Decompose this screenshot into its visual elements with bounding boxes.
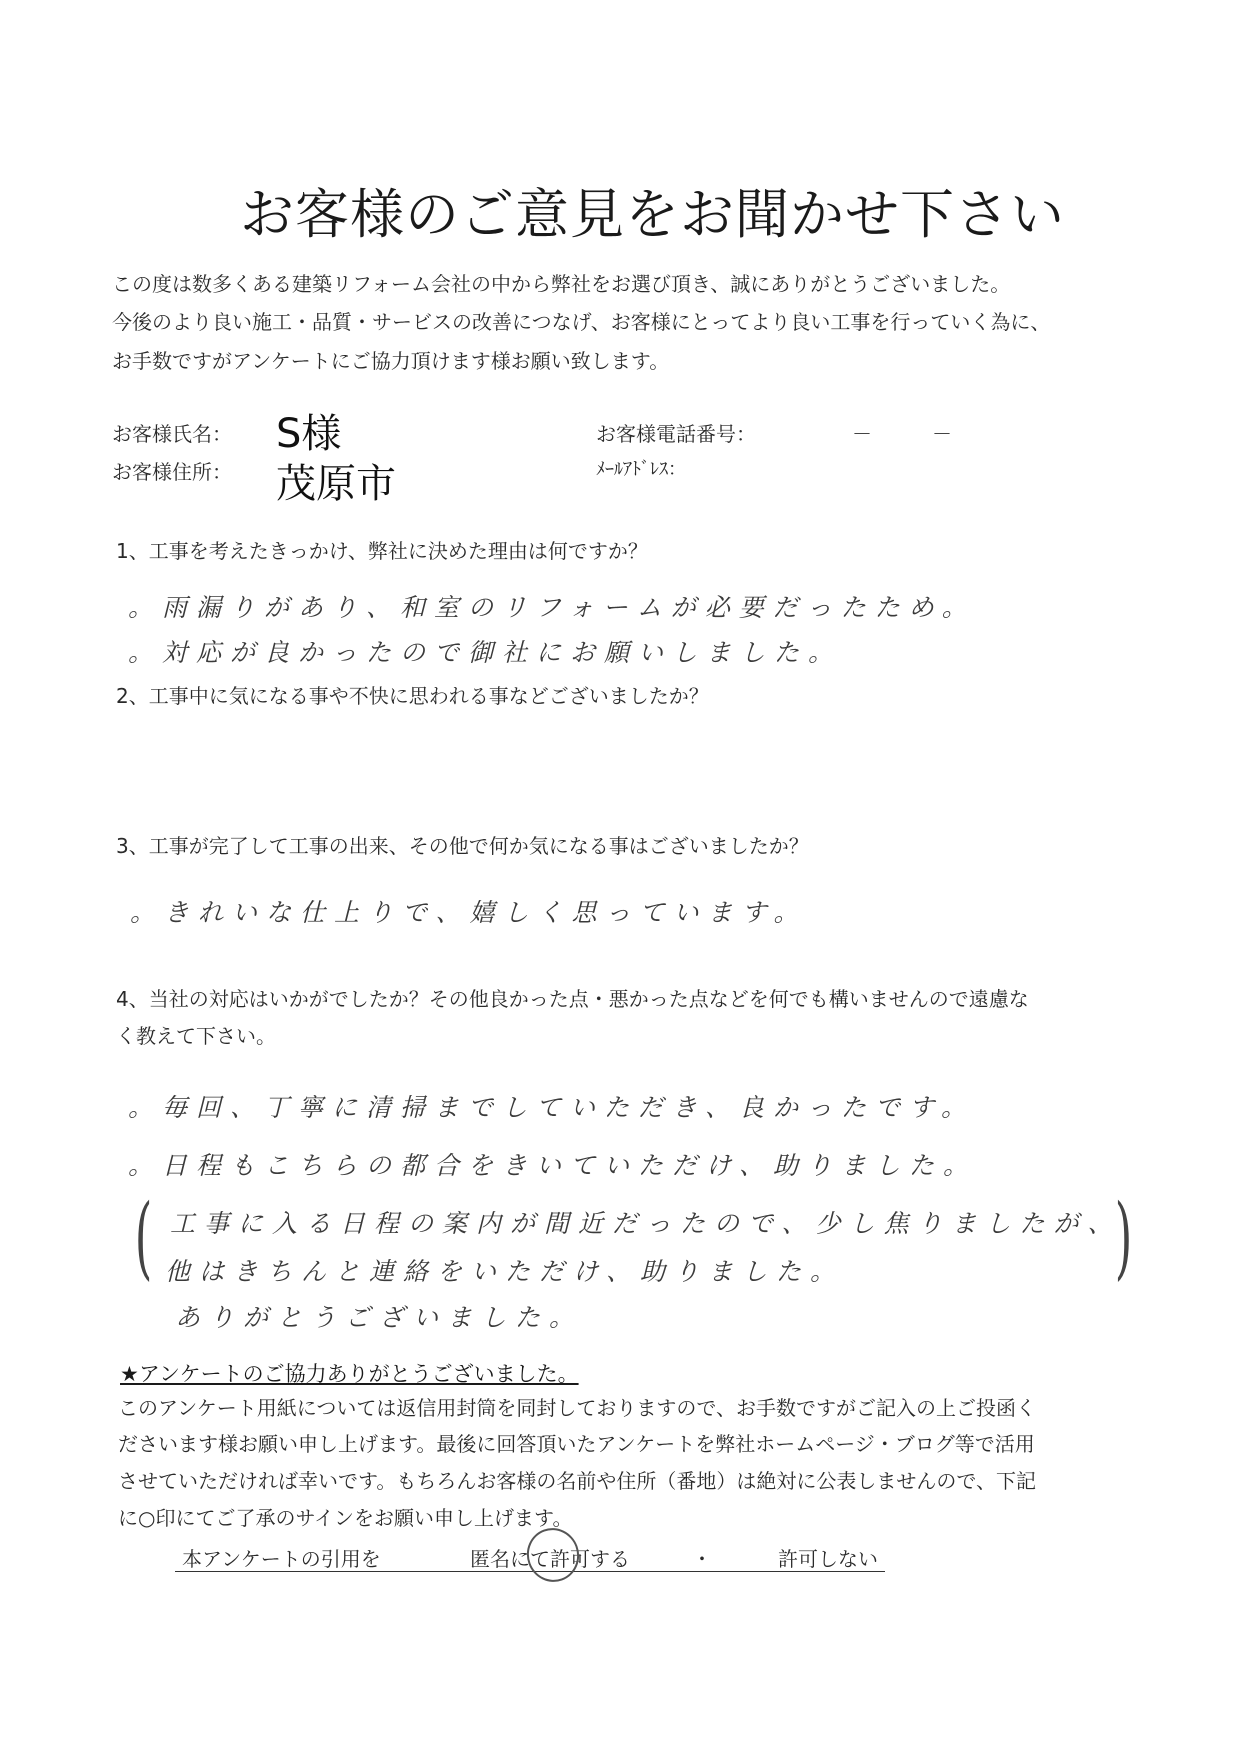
left-parenthesis: ( [134, 1185, 153, 1290]
customer-name-value: S様 [276, 411, 342, 457]
customer-phone-value: － － [852, 422, 952, 446]
intro-line-3: お手数ですがアンケートにご協力頂けます様お願い致します。 [112, 349, 670, 373]
question-4-line-1: 4、当社の対応はいかがでしたか？その他良かった点・悪かった点などを何でも構いませんので遠慮な [116, 987, 1029, 1011]
closing-heading: ★アンケートのご協力ありがとうございました。 [120, 1362, 579, 1386]
intro-line-2: 今後のより良い施工・品質・サービスの改善につなげ、お客様にとってより良い工事を行っていく為に、 [112, 310, 1051, 334]
question-3: 3、工事が完了して工事の出来、その他で何か気になる事はございましたか？ [116, 834, 809, 858]
intro-line-1: この度は数多くある建築リフォーム会社の中から弊社をお選び頂き、誠にありがとうございました。 [112, 272, 1011, 296]
answer-3-1: 。きれいな仕上りで、嬉しく思っています。 [130, 898, 808, 927]
right-parenthesis: ) [1114, 1185, 1133, 1290]
answer-1-2: 。対応が良かったので御社にお願いしました。 [128, 638, 843, 667]
question-1: 1、工事を考えたきっかけ、弊社に決めた理由は何ですか？ [116, 539, 648, 563]
answer-4-1: 。毎回、丁寧に清掃までしていただき、良かったです。 [128, 1093, 976, 1122]
customer-address-value: 茂原市 [276, 461, 396, 507]
customer-email-label: ﾒｰﾙｱﾄﾞﾚｽ： [596, 459, 686, 480]
selection-circle [519, 1521, 586, 1590]
answer-4-5: ありがとうございました。 [175, 1303, 584, 1332]
customer-address-label: お客様住所： [112, 460, 232, 484]
closing-line-4: に○印にてご了承のサインをお願い申し上げます。 [118, 1506, 573, 1530]
answer-4-4: 他はきちんと連絡をいただけ、助りました。 [165, 1257, 845, 1286]
closing-line-2: ださいます様お願い申し上げます。最後に回答頂いたアンケートを弊社ホームページ・ブログ等で活用 [118, 1432, 1035, 1456]
permission-underline [175, 1571, 885, 1572]
page-title: お客様のご意見をお聞かせ下さい [240, 183, 1065, 246]
customer-name-label: お客様氏名： [112, 422, 232, 446]
answer-4-3: 工事に入る日程の案内が間近だったので、少し焦りましたが、 [170, 1209, 1122, 1238]
permission-option-deny[interactable]: 許可しない [778, 1547, 878, 1571]
permission-separator: ・ [692, 1547, 712, 1571]
permission-prefix: 本アンケートの引用を [182, 1547, 381, 1571]
closing-line-3: させていただければ幸いです。もちろんお客様の名前や住所（番地）は絶対に公表しませんので、下記 [118, 1469, 1036, 1493]
closing-line-1: このアンケート用紙については返信用封筒を同封しておりますので、お手数ですがご記入の上ご投函く [118, 1396, 1036, 1420]
customer-phone-label: お客様電話番号： [596, 422, 756, 446]
answer-4-2: 。日程もこちらの都合をきいていただけ、助りました。 [128, 1151, 978, 1180]
question-4-line-2: く教えて下さい。 [116, 1024, 276, 1048]
answer-1-1: 。雨漏りがあり、和室のリフォームが必要だったため。 [128, 593, 976, 622]
permission-option-allow[interactable]: 匿名にて許可する [470, 1547, 630, 1571]
question-2: 2、工事中に気になる事や不快に思われる事などございましたか？ [116, 684, 709, 708]
